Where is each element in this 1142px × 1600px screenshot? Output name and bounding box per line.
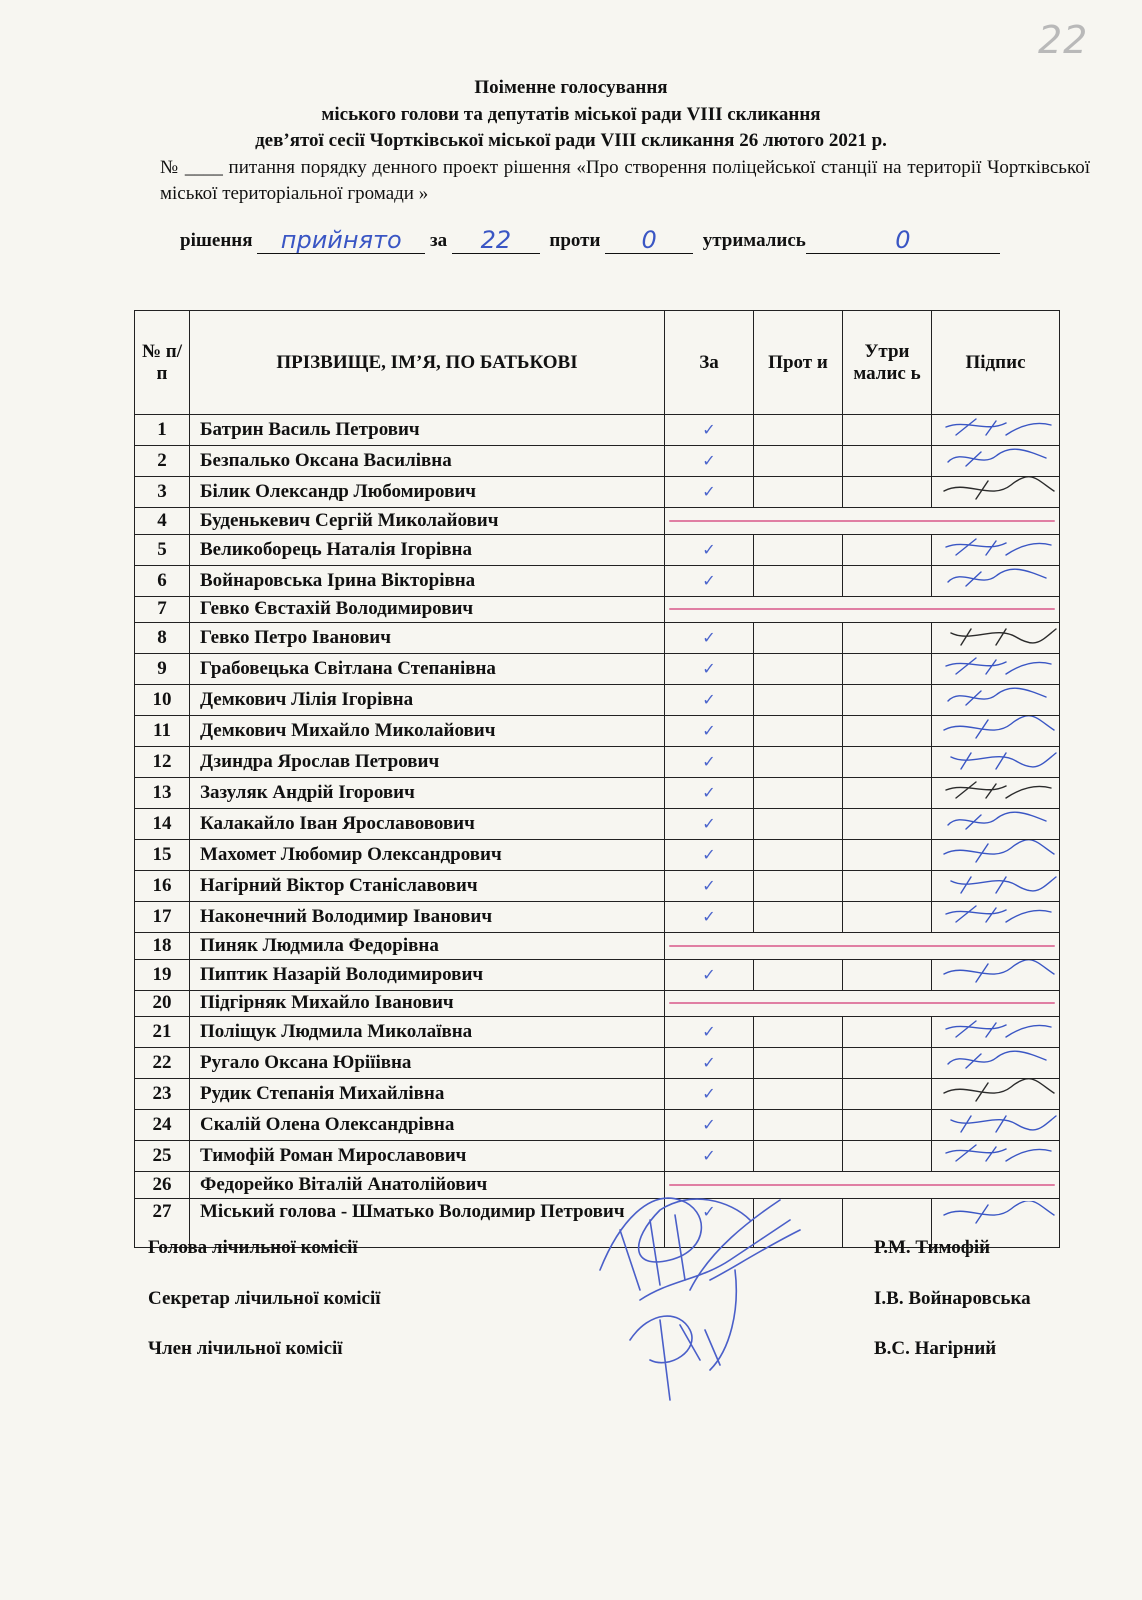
- row-number: 19: [135, 959, 190, 990]
- vote-for-cell: [665, 415, 754, 446]
- row-number: 23: [135, 1079, 190, 1110]
- decision-line: [180, 227, 1000, 254]
- vote-against-cell: [754, 871, 843, 902]
- signature-cell: [932, 1141, 1060, 1172]
- for-count: 22: [452, 227, 540, 254]
- handwritten-signature: [936, 535, 1060, 559]
- vote-against-cell: [754, 1079, 843, 1110]
- abstain-count: 0: [806, 227, 1000, 254]
- signature-cell: [932, 716, 1060, 747]
- agenda-item-text: № ____ питання порядку денного проект рішення «Про створення поліцейської станції на території Чортківської міської територіальної громади »: [160, 157, 1090, 204]
- table-row: [135, 446, 1060, 477]
- deputy-name: Махомет Любомир Олександрович: [190, 840, 665, 871]
- vote-abstain-cell: [843, 415, 932, 446]
- vote-against-cell: [754, 840, 843, 871]
- commission-name-1: Р.М. Тимофій: [874, 1237, 991, 1258]
- table-row: [135, 1017, 1060, 1048]
- handwritten-signature: [936, 1017, 1060, 1041]
- row-number: 17: [135, 902, 190, 933]
- row-number: 6: [135, 565, 190, 596]
- row-number: 11: [135, 716, 190, 747]
- table-row: [135, 902, 1060, 933]
- checkmark-icon: ✓: [702, 628, 716, 647]
- deputy-name: Гевко Петро Іванович: [190, 623, 665, 654]
- deputy-name: Підгірняк Михайло Іванович: [190, 990, 665, 1017]
- commission-signatures: [560, 1160, 840, 1430]
- row-number: 14: [135, 809, 190, 840]
- checkmark-icon: ✓: [702, 1053, 716, 1072]
- checkmark-icon: ✓: [702, 690, 716, 709]
- deputy-name: Федорейко Віталій Анатолійович: [190, 1172, 665, 1199]
- for-label: за: [430, 230, 448, 251]
- table-row: [135, 477, 1060, 508]
- vote-against-cell: [754, 477, 843, 508]
- signature-cell: [932, 902, 1060, 933]
- handwritten-signature: [936, 902, 1060, 926]
- vote-against-cell: [754, 778, 843, 809]
- checkmark-icon: ✓: [702, 1146, 716, 1165]
- vote-for-cell: [665, 778, 754, 809]
- signature-cell: [932, 534, 1060, 565]
- checkmark-icon: ✓: [702, 845, 716, 864]
- vote-abstain-cell: [843, 1017, 932, 1048]
- checkmark-icon: ✓: [702, 482, 716, 501]
- vote-against-cell: [754, 565, 843, 596]
- deputy-name: Наконечний Володимир Іванович: [190, 902, 665, 933]
- row-number: 10: [135, 685, 190, 716]
- deputy-name: Демкович Михайло Миколайович: [190, 716, 665, 747]
- absent-strike-line: [669, 608, 1055, 610]
- deputy-name: Батрин Василь Петрович: [190, 415, 665, 446]
- vote-for-cell: [665, 871, 754, 902]
- vote-abstain-cell: [843, 1141, 932, 1172]
- handwritten-signature: [936, 477, 1060, 501]
- absent-strike-cell: [665, 596, 1060, 623]
- vote-abstain-cell: [843, 809, 932, 840]
- handwritten-signature: [936, 1079, 1060, 1103]
- vote-abstain-cell: [843, 1048, 932, 1079]
- checkmark-icon: ✓: [702, 721, 716, 740]
- handwritten-signature: [936, 1110, 1060, 1134]
- checkmark-icon: ✓: [702, 876, 716, 895]
- table-row: [135, 596, 1060, 623]
- checkmark-icon: ✓: [702, 570, 716, 590]
- header-abstain: Утри малис ь: [843, 311, 932, 415]
- checkmark-icon: ✓: [702, 539, 716, 559]
- deputy-name: Гевко Євстахій Володимирович: [190, 596, 665, 623]
- deputy-name: Пиптик Назарій Володимирович: [190, 959, 665, 990]
- deputy-name: Дзиндра Ярослав Петрович: [190, 747, 665, 778]
- vote-against-cell: [754, 809, 843, 840]
- header-for: За: [665, 311, 754, 415]
- checkmark-icon: ✓: [702, 964, 716, 984]
- row-number: 22: [135, 1048, 190, 1079]
- deputy-name: Пиняк Людмила Федорівна: [190, 933, 665, 960]
- checkmark-icon: ✓: [702, 420, 716, 439]
- row-number: 9: [135, 654, 190, 685]
- handwritten-signature: [936, 415, 1060, 439]
- vote-against-cell: [754, 446, 843, 477]
- handwritten-signature: [936, 960, 1060, 984]
- vote-abstain-cell: [843, 623, 932, 654]
- vote-abstain-cell: [843, 654, 932, 685]
- handwritten-signature: [936, 1048, 1060, 1072]
- row-number: 15: [135, 840, 190, 871]
- signature-cell: [932, 654, 1060, 685]
- vote-for-cell: [665, 565, 754, 596]
- row-number: 12: [135, 747, 190, 778]
- vote-abstain-cell: [843, 747, 932, 778]
- signature-cell: [932, 840, 1060, 871]
- deputy-name: Ругало Оксана Юріїівна: [190, 1048, 665, 1079]
- vote-against-cell: [754, 1017, 843, 1048]
- table-row: [135, 508, 1060, 535]
- table-row: [135, 1048, 1060, 1079]
- vote-against-cell: [754, 654, 843, 685]
- deputy-name: Грабовецька Світлана Степанівна: [190, 654, 665, 685]
- signature-cell: [932, 778, 1060, 809]
- handwritten-signature: [936, 809, 1060, 833]
- signature-cell: [932, 446, 1060, 477]
- vote-for-cell: [665, 1079, 754, 1110]
- vote-for-cell: [665, 446, 754, 477]
- deputy-name: Великоборець Наталія Ігорівна: [190, 534, 665, 565]
- handwritten-signature: [936, 1201, 1060, 1225]
- header-signature: Підпис: [932, 311, 1060, 415]
- vote-for-cell: [665, 623, 754, 654]
- abstain-label: утримались: [702, 230, 806, 251]
- handwritten-signature: [936, 654, 1060, 678]
- signature-cell: [932, 747, 1060, 778]
- table-header-row: [135, 311, 1060, 415]
- row-number: 2: [135, 446, 190, 477]
- vote-abstain-cell: [843, 565, 932, 596]
- table-row: [135, 871, 1060, 902]
- checkmark-icon: ✓: [702, 1115, 716, 1134]
- row-number: 13: [135, 778, 190, 809]
- vote-abstain-cell: [843, 446, 932, 477]
- table-row: [135, 747, 1060, 778]
- vote-abstain-cell: [843, 685, 932, 716]
- vote-against-cell: [754, 623, 843, 654]
- vote-abstain-cell: [843, 716, 932, 747]
- signature-cell: [932, 415, 1060, 446]
- table-row: [135, 1110, 1060, 1141]
- row-number: 7: [135, 596, 190, 623]
- handwritten-signature: [936, 716, 1060, 740]
- absent-strike-cell: [665, 508, 1060, 535]
- row-number: 18: [135, 933, 190, 960]
- deputy-name: Буденькевич Сергій Миколайович: [190, 508, 665, 535]
- row-number: 4: [135, 508, 190, 535]
- commission-role-3: Член лічильної комісії: [148, 1338, 343, 1359]
- page-number: 22: [1038, 18, 1089, 62]
- deputy-name: Нагірний Віктор Станіславович: [190, 871, 665, 902]
- row-number: 8: [135, 623, 190, 654]
- vote-for-cell: [665, 477, 754, 508]
- deputy-name: Скалій Олена Олександрівна: [190, 1110, 665, 1141]
- checkmark-icon: ✓: [702, 783, 716, 802]
- signature-cell: [932, 1017, 1060, 1048]
- vote-against-cell: [754, 534, 843, 565]
- row-number: 24: [135, 1110, 190, 1141]
- checkmark-icon: ✓: [702, 907, 716, 926]
- vote-against-cell: [754, 959, 843, 990]
- deputy-name: Безпалько Оксана Василівна: [190, 446, 665, 477]
- vote-for-cell: [665, 1017, 754, 1048]
- table-row: [135, 959, 1060, 990]
- signature-cell: [932, 685, 1060, 716]
- handwritten-signature: [936, 840, 1060, 864]
- commission-name-2: І.В. Войнаровська: [874, 1288, 1031, 1309]
- table-row: [135, 654, 1060, 685]
- table-row: [135, 534, 1060, 565]
- handwritten-signature: [936, 1141, 1060, 1165]
- table-row: [135, 565, 1060, 596]
- session-date-line: дев’ятої сесії Чортківської міської ради VIII скликання 26 лютого 2021 р.: [255, 130, 887, 151]
- checkmark-icon: ✓: [702, 1201, 716, 1221]
- vote-abstain-cell: [843, 902, 932, 933]
- vote-against-cell: [754, 716, 843, 747]
- row-number: 20: [135, 990, 190, 1017]
- row-number: 26: [135, 1172, 190, 1199]
- absent-strike-cell: [665, 990, 1060, 1017]
- vote-for-cell: [665, 1110, 754, 1141]
- vote-against-cell: [754, 902, 843, 933]
- decision-value: прийнято: [257, 227, 425, 254]
- table-row: [135, 685, 1060, 716]
- vote-against-cell: [754, 415, 843, 446]
- signature-cell: [932, 1079, 1060, 1110]
- signature-cell: [932, 809, 1060, 840]
- row-number: 25: [135, 1141, 190, 1172]
- handwritten-signature: [936, 623, 1060, 647]
- vote-for-cell: [665, 902, 754, 933]
- header-against: Прот и: [754, 311, 843, 415]
- vote-against-cell: [754, 1110, 843, 1141]
- vote-for-cell: [665, 747, 754, 778]
- document-subtitle: міського голови та депутатів міської ради VIII скликання: [321, 104, 821, 125]
- vote-abstain-cell: [843, 477, 932, 508]
- commission-role-2: Секретар лічильної комісії: [148, 1288, 381, 1309]
- deputy-name: Тимофій Роман Мирославович: [190, 1141, 665, 1172]
- deputy-name: Поліщук Людмила Миколаївна: [190, 1017, 665, 1048]
- vote-against-cell: [754, 685, 843, 716]
- signature-cell: [932, 477, 1060, 508]
- row-number: 16: [135, 871, 190, 902]
- deputy-name: Калакайло Іван Ярославовович: [190, 809, 665, 840]
- handwritten-signature: [936, 747, 1060, 771]
- handwritten-signature: [936, 446, 1060, 470]
- table-row: [135, 716, 1060, 747]
- row-number: 3: [135, 477, 190, 508]
- table-row: [135, 933, 1060, 960]
- table-row: [135, 809, 1060, 840]
- handwritten-signature: [936, 778, 1060, 802]
- signature-cell: [932, 1110, 1060, 1141]
- decision-label: рішення: [180, 230, 253, 251]
- signature-cell: [932, 959, 1060, 990]
- checkmark-icon: ✓: [702, 1022, 716, 1041]
- vote-abstain-cell: [843, 778, 932, 809]
- signature-cell: [932, 623, 1060, 654]
- vote-for-cell: [665, 1048, 754, 1079]
- deputy-name: Міський голова - Шматько Володимир Петрович: [190, 1198, 665, 1247]
- vote-against-cell: [754, 747, 843, 778]
- against-count: 0: [605, 227, 693, 254]
- vote-for-cell: [665, 685, 754, 716]
- header-num: № п/п: [135, 311, 190, 415]
- signature-cell: [932, 871, 1060, 902]
- checkmark-icon: ✓: [702, 659, 716, 678]
- checkmark-icon: ✓: [702, 1084, 716, 1103]
- vote-for-cell: [665, 716, 754, 747]
- absent-strike-line: [669, 1002, 1055, 1004]
- signature-cell: [932, 565, 1060, 596]
- vote-abstain-cell: [843, 840, 932, 871]
- commission-name-3: В.С. Нагірний: [874, 1338, 997, 1359]
- deputy-name: Демкович Лілія Ігорівна: [190, 685, 665, 716]
- checkmark-icon: ✓: [702, 814, 716, 833]
- handwritten-signature: [936, 566, 1060, 590]
- vote-for-cell: [665, 654, 754, 685]
- document-title: Поіменне голосування: [474, 77, 668, 98]
- against-label: проти: [549, 230, 601, 251]
- deputy-name: Білик Олександр Любомирович: [190, 477, 665, 508]
- signature-cell: [932, 1048, 1060, 1079]
- table-row: [135, 623, 1060, 654]
- table-row: [135, 415, 1060, 446]
- vote-for-cell: [665, 534, 754, 565]
- handwritten-signature: [936, 685, 1060, 709]
- table-row: [135, 778, 1060, 809]
- handwritten-signature: [936, 871, 1060, 895]
- commission-role-1: Голова лічильної комісії: [148, 1237, 358, 1258]
- vote-for-cell: [665, 959, 754, 990]
- vote-for-cell: [665, 809, 754, 840]
- row-number: 1: [135, 415, 190, 446]
- deputy-name: Рудик Степанія Михайлівна: [190, 1079, 665, 1110]
- row-number: 27: [135, 1198, 190, 1247]
- row-number: 21: [135, 1017, 190, 1048]
- checkmark-icon: ✓: [702, 451, 716, 470]
- roll-call-table: [134, 310, 1060, 1248]
- vote-abstain-cell: [843, 959, 932, 990]
- row-number: 5: [135, 534, 190, 565]
- table-row: [135, 990, 1060, 1017]
- absent-strike-line: [669, 520, 1055, 522]
- vote-against-cell: [754, 1048, 843, 1079]
- deputy-name: Зазуляк Андрій Ігорович: [190, 778, 665, 809]
- vote-abstain-cell: [843, 1110, 932, 1141]
- vote-for-cell: [665, 840, 754, 871]
- absent-strike-line: [669, 945, 1055, 947]
- table-row: [135, 840, 1060, 871]
- table-row: [135, 1079, 1060, 1110]
- vote-abstain-cell: [843, 871, 932, 902]
- vote-abstain-cell: [843, 534, 932, 565]
- vote-abstain-cell: [843, 1079, 932, 1110]
- absent-strike-cell: [665, 933, 1060, 960]
- header-name: ПРІЗВИЩЕ, ІМ’Я, ПО БАТЬКОВІ: [190, 311, 665, 415]
- deputy-name: Войнаровська Ірина Вікторівна: [190, 565, 665, 596]
- checkmark-icon: ✓: [702, 752, 716, 771]
